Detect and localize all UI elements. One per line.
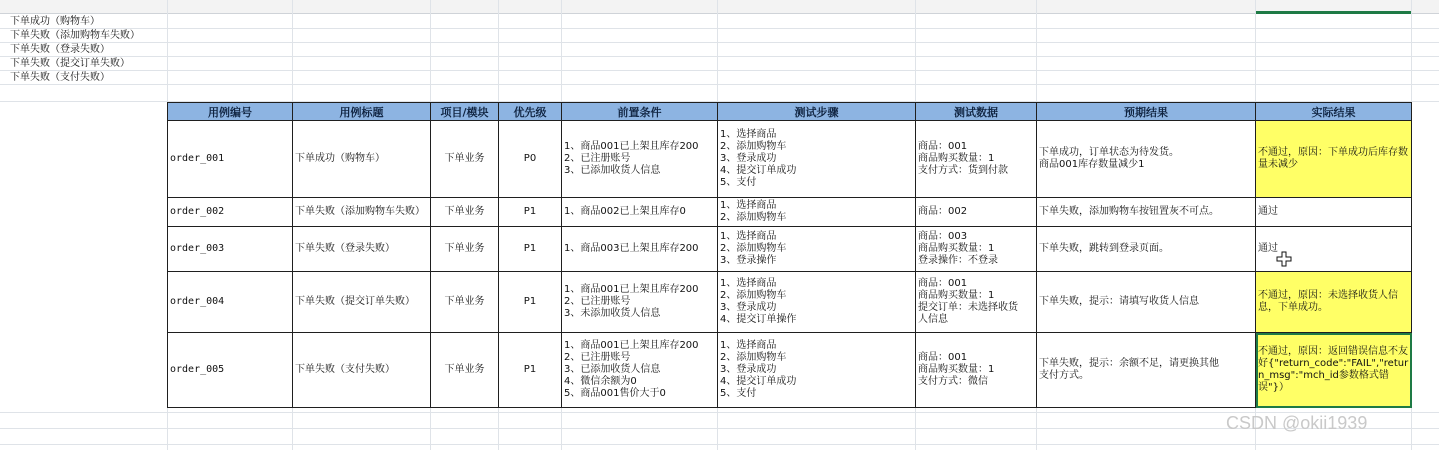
text-line: 商品购买数量：1 (918, 290, 995, 301)
text-line: 1、选择商品 (720, 278, 777, 289)
cell-case-title[interactable]: 下单成功（购物车） (293, 121, 431, 198)
text-line: 商品购买数量：1 (918, 243, 995, 254)
cell-module[interactable]: 下单业务 (431, 227, 499, 272)
table-row (168, 272, 1412, 333)
table-row (168, 198, 1412, 227)
scenario-note[interactable]: 下单失败（添加购物车失败） (10, 30, 140, 41)
text-line: 3、登录成功 (720, 153, 777, 164)
text-line: 5、支付 (720, 388, 757, 399)
cell-priority[interactable]: P0 (499, 121, 562, 198)
cell-select-cross-icon (1276, 251, 1292, 267)
cell-precondition[interactable] (562, 198, 718, 227)
cell-actual[interactable]: 不通过，原因：下单成功后库存数量未减少 (1256, 121, 1412, 198)
text-line: 商品购买数量：1 (918, 364, 995, 375)
cell-case-title[interactable]: 下单失败（添加购物车失败） (293, 198, 431, 227)
cell-case-title[interactable]: 下单失败（登录失败） (293, 227, 431, 272)
text-line: 5、支付 (720, 177, 757, 188)
text-line: 支付方式。 (1039, 370, 1089, 381)
cell-case-id[interactable]: order_005 (168, 333, 293, 408)
text-line: 2、已注册账号 (564, 153, 631, 164)
cell-steps[interactable] (718, 121, 916, 198)
text-line: 1、商品001已上架且库存200 (564, 141, 699, 152)
header-case-title[interactable]: 用例标题 (293, 103, 431, 121)
text-line: 1、选择商品 (720, 231, 777, 242)
cell-case-title[interactable]: 下单失败（支付失败） (293, 333, 431, 408)
text-line: 商品：002 (918, 206, 968, 217)
text-line: 商品：001 (918, 141, 968, 152)
text-line: 登录操作：不登录 (918, 255, 998, 266)
text-line: 2、已注册账号 (564, 352, 631, 363)
header-module[interactable]: 项目/模块 (431, 103, 499, 121)
text-line: 下单失败，添加购物车按钮置灰不可点。 (1039, 206, 1219, 217)
cell-precondition[interactable] (562, 121, 718, 198)
text-line: 2、添加购物车 (720, 243, 787, 254)
cell-priority[interactable]: P1 (499, 333, 562, 408)
text-line: 1、选择商品 (720, 200, 777, 211)
cell-module[interactable]: 下单业务 (431, 272, 499, 333)
text-line: 5、商品001售价大于0 (564, 388, 666, 399)
text-line: 4、提交订单操作 (720, 314, 797, 325)
header-actual[interactable]: 实际结果 (1256, 103, 1412, 121)
text-line: 支付方式：微信 (918, 376, 988, 387)
test-case-table (167, 102, 1412, 408)
cell-priority[interactable]: P1 (499, 227, 562, 272)
text-line: 3、登录成功 (720, 302, 777, 313)
text-line: 下单失败，提示：请填写收货人信息 (1039, 296, 1199, 307)
text-line: 2、添加购物车 (720, 212, 787, 223)
cell-test-data[interactable] (916, 121, 1037, 198)
cell-precondition[interactable] (562, 333, 718, 408)
text-line: 商品：001 (918, 352, 968, 363)
cell-case-id[interactable]: order_001 (168, 121, 293, 198)
scenario-note[interactable]: 下单失败（支付失败） (10, 72, 110, 83)
cell-steps[interactable] (718, 333, 916, 408)
cell-actual[interactable]: 通过 (1256, 198, 1412, 227)
text-line: 2、已注册账号 (564, 296, 631, 307)
cell-actual-selected[interactable]: 不通过，原因：返回错误信息不友好{"return_code":"FAIL","return_msg":"mch_id参数格式错误"}） (1256, 333, 1412, 408)
text-line: 提交订单：未选择收货 (918, 302, 1018, 313)
text-line: 2、添加购物车 (720, 290, 787, 301)
header-case-id[interactable]: 用例编号 (168, 103, 293, 121)
text-line: 4、提交订单成功 (720, 376, 797, 387)
header-expected[interactable]: 预期结果 (1037, 103, 1256, 121)
text-line: 1、商品003已上架且库存200 (564, 243, 699, 254)
text-line: 支付方式：货到付款 (918, 165, 1008, 176)
table-header-row (168, 103, 1412, 121)
text-line: 2、添加购物车 (720, 141, 787, 152)
cell-expected[interactable] (1037, 333, 1256, 408)
text-line: 1、选择商品 (720, 129, 777, 140)
cell-steps[interactable] (718, 272, 916, 333)
scenario-note[interactable]: 下单失败（登录失败） (10, 44, 110, 55)
text-line: 3、未添加收货人信息 (564, 308, 661, 319)
cell-test-data[interactable] (916, 272, 1037, 333)
text-line: 下单失败，提示：余额不足，请更换其他 (1039, 358, 1219, 369)
cell-actual[interactable]: 不通过，原因：未选择收货人信息，下单成功。 (1256, 272, 1412, 333)
column-header-bar (0, 0, 1439, 14)
text-line: 4、微信余额为0 (564, 376, 637, 387)
cell-test-data[interactable] (916, 198, 1037, 227)
text-line: 商品：003 (918, 231, 968, 242)
scenario-note[interactable]: 下单失败（提交订单失败） (10, 58, 130, 69)
cell-module[interactable]: 下单业务 (431, 121, 499, 198)
header-priority[interactable]: 优先级 (499, 103, 562, 121)
cell-actual[interactable]: 通过 (1256, 227, 1412, 272)
cell-module[interactable]: 下单业务 (431, 198, 499, 227)
text-line: 下单失败，跳转到登录页面。 (1039, 243, 1169, 254)
watermark-text: CSDN @okii1939 (1226, 413, 1368, 433)
header-test-data[interactable]: 测试数据 (916, 103, 1037, 121)
header-precondition[interactable]: 前置条件 (562, 103, 718, 121)
text-line: 商品001库存数量减少1 (1039, 159, 1145, 170)
cell-priority[interactable]: P1 (499, 198, 562, 227)
cell-expected[interactable] (1037, 227, 1256, 272)
text-line: 3、已添加收货人信息 (564, 364, 661, 375)
table-row (168, 121, 1412, 198)
text-line: 1、商品001已上架且库存200 (564, 284, 699, 295)
table-row (168, 227, 1412, 272)
cell-priority[interactable]: P1 (499, 272, 562, 333)
cell-expected[interactable] (1037, 272, 1256, 333)
cell-expected[interactable] (1037, 121, 1256, 198)
selected-column-indicator (1255, 11, 1411, 14)
cell-precondition[interactable] (562, 227, 718, 272)
cell-precondition[interactable] (562, 272, 718, 333)
cell-case-id[interactable]: order_004 (168, 272, 293, 333)
cell-case-id[interactable]: order_003 (168, 227, 293, 272)
text-line: 人信息 (918, 314, 948, 325)
text-line: 下单成功，订单状态为待发货。 (1039, 147, 1179, 158)
cell-test-data[interactable] (916, 227, 1037, 272)
cell-case-title[interactable]: 下单失败（提交订单失败） (293, 272, 431, 333)
scenario-note[interactable]: 下单成功（购物车） (10, 16, 100, 27)
text-line: 2、添加购物车 (720, 352, 787, 363)
cell-steps[interactable] (718, 227, 916, 272)
cell-expected[interactable] (1037, 198, 1256, 227)
header-steps[interactable]: 测试步骤 (718, 103, 916, 121)
text-line: 1、商品001已上架且库存200 (564, 340, 699, 351)
text-line: 1、商品002已上架且库存0 (564, 206, 686, 217)
scenario-list (10, 15, 140, 85)
text-line: 商品：001 (918, 278, 968, 289)
text-line: 商品购买数量：1 (918, 153, 995, 164)
text-line: 1、选择商品 (720, 340, 777, 351)
text-line: 4、提交订单成功 (720, 165, 797, 176)
cell-case-id[interactable]: order_002 (168, 198, 293, 227)
cell-test-data[interactable] (916, 333, 1037, 408)
table-row (168, 333, 1412, 408)
text-line: 3、登录成功 (720, 364, 777, 375)
cell-module[interactable]: 下单业务 (431, 333, 499, 408)
text-line: 3、已添加收货人信息 (564, 165, 661, 176)
text-line: 3、登录操作 (720, 255, 777, 266)
cell-steps[interactable] (718, 198, 916, 227)
